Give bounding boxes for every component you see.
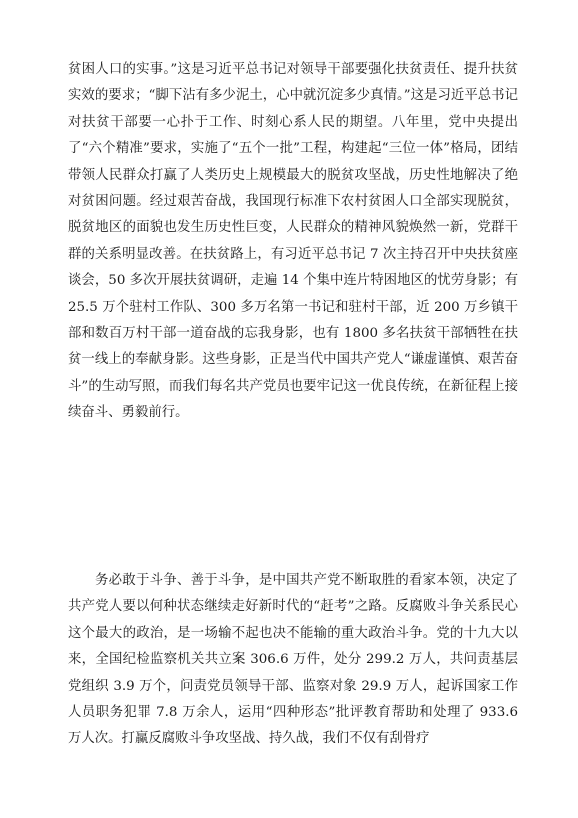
paragraph-poverty-alleviation: 贫困人口的实事。”这是习近平总书记对领导干部要强化扶贫责任、提升扶贫实效的要求；“脚下沾有多少泥土，心中就沉淀多少真情。”这是习近平总书记对扶贫干部要一心扑于工作、时刻心系人民的期望。八年里，党中央提出了“六个精准”要求，实施了“五个一批”工程，构建起“三位一体”格局，团结带领人民群众打赢了人类历史上规模最大的脱贫攻坚战，历史性地解决了绝对贫困问题。经过艰苦奋战，我国现行标准下农村贫困人口全部实现脱贫，脱贫地区的面貌也发生历史性巨变，人民群众的精神风貌焕然一新，党群干群的关系明显改善。在扶贫路上，有习近平总书记 7 次主持召开中央扶贫座谈会，50 多次开展扶贫调研，走遍 14 个集中连片特困地区的忧劳身影；有 25.5 万个驻村工作队、300 多万名第一书记和驻村干部，近 200 万乡镇干部和数百万村干部一道奋战的忘我身影，也有 1800 多名扶贫干部牺牲在扶贫一线上的奉献身影。这些身影，正是当代中国共产党人“谦虚谨慎、艰苦奋斗”的生动写照，而我们每名共产党员也要牢记这一优良传统，在新征程上接续奋斗、勇毅前行。 xyxy=(68,62,518,421)
paragraph-anti-corruption: 务必敢于斗争、善于斗争，是中国共产党不断取胜的看家本领，决定了共产党人要以何种状态继续走好新时代的“赶考”之路。反腐败斗争关系民心这个最大的政治，是一场输不起也决不能输的重大政治斗争。党的十九大以来，全国纪检监察机关共立案 306.6 万件，处分 299.2 万人，共问责基层党组织 3.9 万个，问责党员领导干部、监察对象 29.9 万人，起诉国家工作人员职务犯罪 7.8 万余人，运用“四种形态”批评教育帮助和处理了 933.6 万人次。打赢反腐败斗争攻坚战、持久战，我们不仅有刮骨疗 xyxy=(68,573,518,747)
